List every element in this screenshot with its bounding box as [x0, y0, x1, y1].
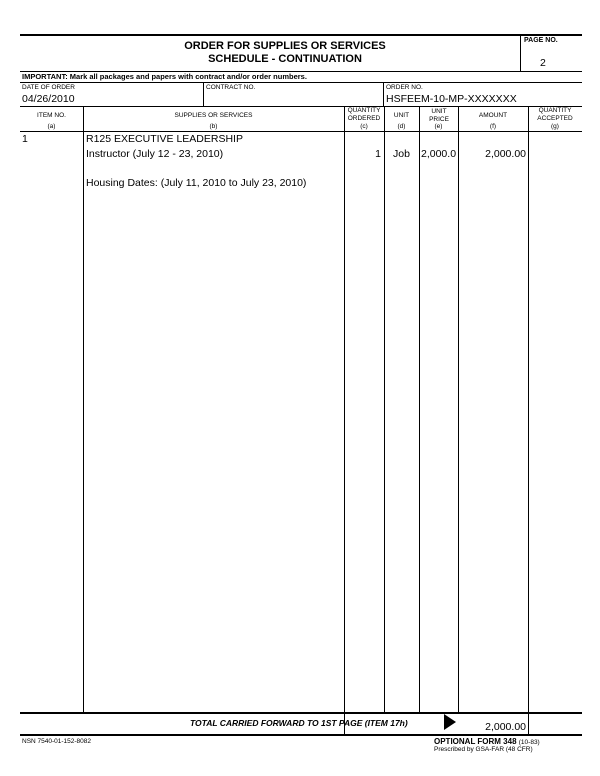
total-top-line	[20, 712, 582, 714]
col-header-quantity-accepted: QUANTITY ACCEPTED	[537, 107, 573, 122]
top-border	[20, 34, 582, 36]
item-description-line1: R125 EXECUTIVE LEADERSHIP	[86, 133, 243, 145]
item-description-line3: Housing Dates: (July 11, 2010 to July 23, 2010)	[86, 177, 307, 189]
col-divider-d	[419, 106, 420, 713]
col-header-quantity-ordered: QUANTITY ORDERED	[347, 107, 381, 122]
important-bottom-line	[20, 82, 582, 83]
page-no-label: PAGE NO.	[524, 37, 558, 44]
total-bottom-line	[20, 734, 582, 736]
col-header-item-no: ITEM NO.	[37, 112, 66, 119]
form-number-date: (10-83)	[518, 739, 540, 746]
order-no-value: HSFEEM-10-MP-XXXXXXX	[386, 93, 517, 105]
total-label: TOTAL CARRIED FORWARD TO 1ST PAGE (ITEM 17h)	[190, 718, 408, 728]
page-no-value: 2	[540, 57, 546, 69]
date-of-order-label: DATE OF ORDER	[22, 84, 75, 91]
item-amount: 2,000.00	[485, 148, 526, 160]
col-letter-f: (f)	[489, 123, 497, 130]
col-header-unit-price: UNIT PRICE	[429, 108, 449, 123]
contract-order-divider	[383, 82, 384, 106]
col-header-amount: AMOUNT	[478, 112, 508, 119]
item-unit-price: 2,000.0	[421, 148, 457, 160]
form-number-label: OPTIONAL FORM 348	[434, 737, 517, 746]
contract-no-label: CONTRACT NO.	[206, 84, 256, 91]
item-description-line2: Instructor (July 12 - 23, 2010)	[86, 148, 224, 160]
col-letter-g: (g)	[551, 123, 559, 130]
important-note: IMPORTANT: Mark all packages and papers with contract and/or order numbers.	[22, 72, 307, 81]
prescribed-by: Prescribed by GSA-FAR (48 CFR)	[434, 746, 533, 753]
col-header-unit: UNIT	[393, 112, 410, 119]
total-amount: 2,000.00	[485, 721, 526, 733]
item-no-value: 1	[22, 133, 28, 145]
col-divider-c	[384, 106, 385, 713]
col-letter-c: (c)	[360, 123, 368, 130]
col-letter-e: (e)	[434, 123, 443, 130]
order-no-label: ORDER NO.	[386, 84, 423, 91]
col-header-supplies: SUPPLIES OR SERVICES	[174, 112, 253, 119]
form-subtitle: SCHEDULE - CONTINUATION	[208, 53, 362, 65]
date-contract-divider	[203, 82, 204, 106]
col-divider-f	[528, 106, 529, 735]
page-no-divider	[520, 34, 521, 71]
col-divider-b	[344, 106, 345, 735]
arrow-right-icon	[444, 714, 456, 730]
col-divider-e	[458, 106, 459, 713]
col-letter-a: (a)	[47, 123, 56, 130]
item-unit: Job	[393, 148, 410, 160]
col-letter-d: (d)	[397, 123, 406, 130]
form-number	[434, 737, 540, 746]
nsn-number: NSN 7540-01-152-8082	[22, 738, 92, 745]
date-of-order-value: 04/26/2010	[22, 93, 75, 105]
order-info-bottom-line	[20, 106, 582, 107]
column-header-bottom-line	[20, 131, 582, 132]
item-quantity: 1	[375, 148, 381, 160]
col-divider-a	[83, 106, 84, 713]
form-title: ORDER FOR SUPPLIES OR SERVICES	[184, 40, 386, 52]
col-letter-b: (b)	[209, 123, 218, 130]
